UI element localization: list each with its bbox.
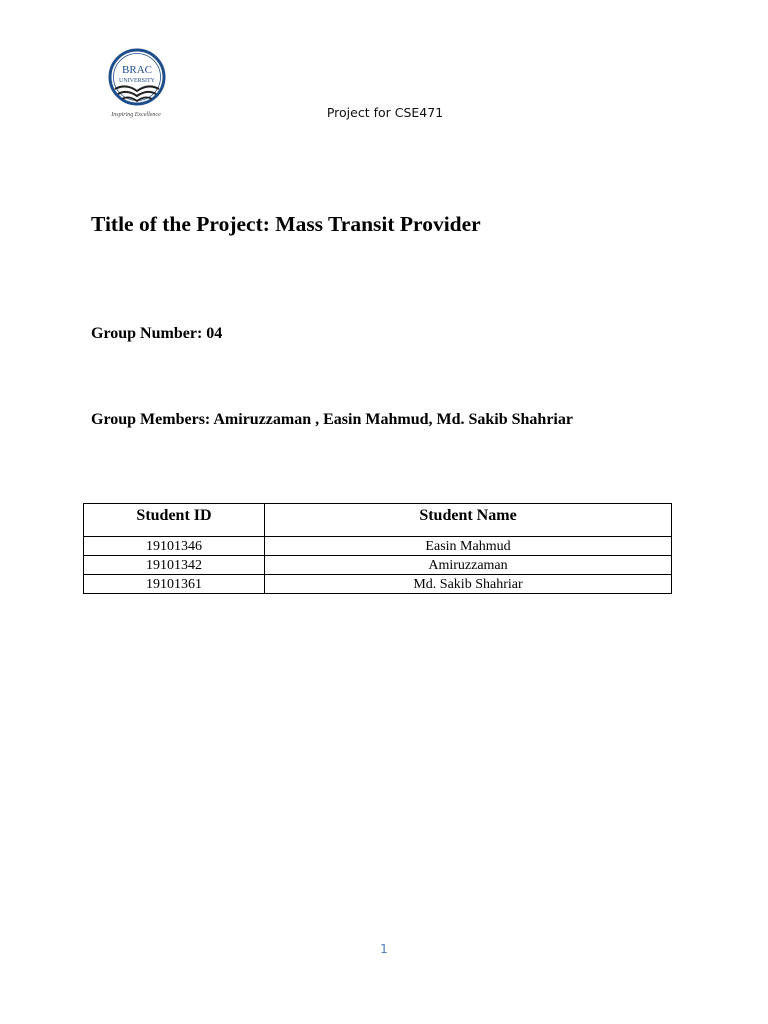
student-id-cell: 19101346: [84, 537, 265, 556]
student-name-cell: Amiruzzaman: [265, 556, 672, 575]
page-number: 1: [380, 942, 388, 956]
header-text: Project for CSE471: [326, 105, 444, 120]
student-table: [83, 503, 672, 594]
student-name-cell: Easin Mahmud: [265, 537, 672, 556]
group-number: Group Number: 04: [91, 325, 223, 342]
student-name-cell: Md. Sakib Shahriar: [265, 575, 672, 594]
logo-tagline: Inspiring Excellence: [111, 112, 161, 118]
project-title: Title of the Project: Mass Transit Provider: [91, 212, 481, 236]
table-header-row: [84, 504, 672, 537]
logo-name-line1: BRAC: [122, 64, 152, 76]
group-members: Group Members: Amiruzzaman , Easin Mahmud, Md. Sakib Shahriar: [91, 411, 573, 428]
student-id-cell: 19101361: [84, 575, 265, 594]
table-row: [84, 537, 672, 556]
table-row: [84, 575, 672, 594]
column-header-student-name: Student Name: [265, 504, 672, 537]
student-id-cell: 19101342: [84, 556, 265, 575]
column-header-student-id: Student ID: [84, 504, 265, 537]
table-row: [84, 556, 672, 575]
logo-name-line2: UNIVERSITY: [119, 78, 155, 84]
